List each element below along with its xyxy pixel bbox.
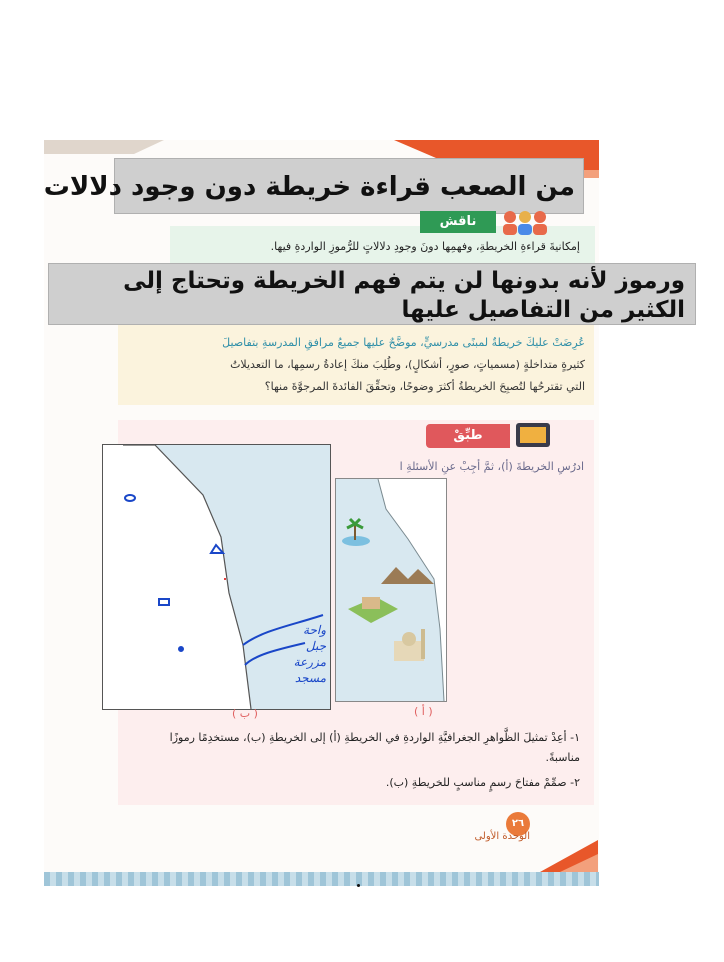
people-icon: [498, 208, 552, 236]
legend-item: جبل: [305, 639, 326, 653]
bottom-bar: [44, 872, 599, 886]
question-1: ١- أعِدْ تمثيلَ الظَّواهرِ الجغرافيَّةِ الواردةِ في الخريطةِ (أ) إلى الخريطةِ (ب)، مستخدِمًا رموزًا مناسبةً.: [169, 731, 580, 764]
legend-item: واحة: [303, 623, 326, 637]
task-text: [125, 332, 585, 398]
discuss-text: إمكانيةَ قراءةِ الخريطةِ، وفهمِها دونَ وجودِ دلالاتٍ للرُّموزِ الواردةِ فيها.: [270, 240, 580, 253]
question-2: ٢- صمِّمْ مفتاحَ رسمٍ مناسبٍ للخريطةِ (ب).: [385, 776, 580, 789]
map-a: [335, 478, 447, 702]
discuss-label: ناقش: [420, 211, 496, 233]
bottom-decoration: [540, 820, 598, 872]
apply-instruction: ادرُسِ الخريطةَ (أ)، ثمَّ أجِبْ عنِ الأسئلةِ ا: [399, 460, 584, 473]
caption-map-b: ( ب ): [232, 707, 258, 720]
tablet-icon: [512, 420, 554, 450]
task-line-3: التي تقترحُها لتُصبِحَ الخريطةُ أكثرَ وضوحًا، وتحقِّقَ الفائدةَ المرجوَّةَ منها؟: [264, 380, 585, 393]
caption-map-a: ( أ ): [414, 705, 433, 718]
legend-item: مزرعة: [293, 655, 326, 669]
apply-label: طبِّقْ: [426, 424, 510, 448]
overlay-line-1: من الصعب قراءة خريطة دون وجود دلالات: [114, 158, 584, 214]
task-line-2: كثيرةٍ متداخلةٍ (مسمياتٍ، صورٍ، أشكالٍ)، وطُلِبَ منكَ إعادةُ رسمِها، ما التعديلاتُ: [230, 358, 585, 371]
task-line-1: عُرِضَتْ عليكَ خريطةٌ لمبنًى مدرسيٍّ، موضَّحٌ عليها جميعُ مرافقِ المدرسةِ بتفاصيلَ: [222, 336, 585, 349]
overlay-line-2: ورموز لأنه بدونها لن يتم فهم الخريطة وتحتاج إلى الكثير من التفاصيل عليها: [48, 263, 696, 325]
unit-label: الوحدة الأولى: [474, 831, 530, 842]
dot-mark: [357, 884, 360, 887]
legend-item: مسجد: [294, 671, 326, 685]
page-number: ٢٦: [506, 812, 530, 836]
handwritten-legend: [262, 622, 326, 686]
